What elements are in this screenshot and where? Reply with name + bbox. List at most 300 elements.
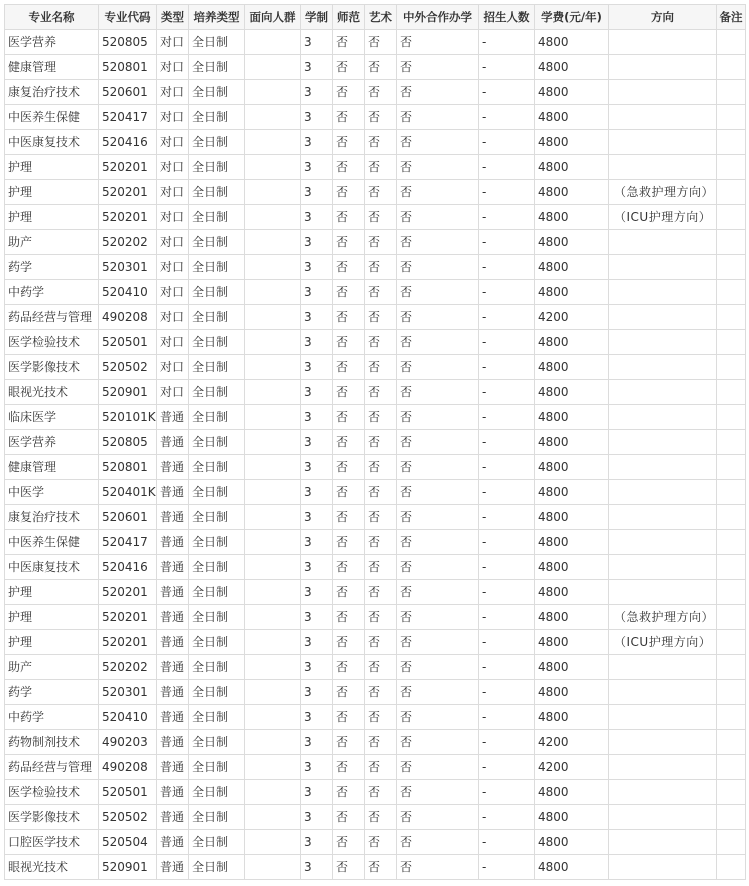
cell-normal: 否	[333, 630, 365, 655]
table-row	[5, 105, 746, 130]
header-col-remarks: 备注	[717, 5, 746, 30]
cell-joint-program: 否	[397, 155, 479, 180]
majors-table	[4, 4, 746, 880]
cell-major-code: 520301	[99, 255, 157, 280]
cell-joint-program: 否	[397, 305, 479, 330]
cell-joint-program: 否	[397, 705, 479, 730]
cell-major-name: 药品经营与管理	[5, 305, 99, 330]
cell-major-code: 520901	[99, 855, 157, 880]
cell-art: 否	[365, 280, 397, 305]
cell-art: 否	[365, 80, 397, 105]
table-row	[5, 580, 746, 605]
header-col-training-type: 培养类型	[189, 5, 245, 30]
table-header	[5, 5, 746, 30]
cell-remarks	[717, 180, 746, 205]
cell-tuition: 4800	[535, 530, 609, 555]
cell-enrollment: -	[479, 330, 535, 355]
cell-type: 对口	[157, 280, 189, 305]
cell-remarks	[717, 105, 746, 130]
table-row	[5, 230, 746, 255]
cell-direction	[609, 255, 717, 280]
cell-audience	[245, 205, 301, 230]
cell-major-code: 520801	[99, 55, 157, 80]
table-row	[5, 255, 746, 280]
cell-major-code: 520901	[99, 380, 157, 405]
cell-direction	[609, 780, 717, 805]
cell-remarks	[717, 255, 746, 280]
table-row	[5, 205, 746, 230]
cell-type: 普通	[157, 805, 189, 830]
header-col-joint-program: 中外合作办学	[397, 5, 479, 30]
cell-major-name: 临床医学	[5, 405, 99, 430]
cell-joint-program: 否	[397, 805, 479, 830]
cell-major-name: 中药学	[5, 705, 99, 730]
cell-tuition: 4800	[535, 780, 609, 805]
cell-duration: 3	[301, 805, 333, 830]
table-row	[5, 430, 746, 455]
cell-duration: 3	[301, 705, 333, 730]
cell-type: 对口	[157, 355, 189, 380]
cell-direction	[609, 405, 717, 430]
cell-direction: （急救护理方向）	[609, 180, 717, 205]
cell-major-code: 520501	[99, 780, 157, 805]
cell-training-type: 全日制	[189, 830, 245, 855]
table-row	[5, 305, 746, 330]
cell-training-type: 全日制	[189, 305, 245, 330]
cell-art: 否	[365, 730, 397, 755]
cell-joint-program: 否	[397, 55, 479, 80]
cell-duration: 3	[301, 755, 333, 780]
cell-major-name: 医学检验技术	[5, 780, 99, 805]
cell-major-name: 护理	[5, 630, 99, 655]
cell-major-code: 520601	[99, 80, 157, 105]
cell-direction	[609, 755, 717, 780]
cell-training-type: 全日制	[189, 655, 245, 680]
cell-major-name: 药学	[5, 680, 99, 705]
cell-duration: 3	[301, 605, 333, 630]
cell-audience	[245, 80, 301, 105]
cell-duration: 3	[301, 105, 333, 130]
cell-duration: 3	[301, 780, 333, 805]
cell-normal: 否	[333, 30, 365, 55]
cell-major-name: 药品经营与管理	[5, 755, 99, 780]
cell-major-name: 中医康复技术	[5, 130, 99, 155]
table-row	[5, 805, 746, 830]
cell-joint-program: 否	[397, 605, 479, 630]
cell-art: 否	[365, 455, 397, 480]
cell-audience	[245, 330, 301, 355]
cell-duration: 3	[301, 55, 333, 80]
cell-tuition: 4800	[535, 355, 609, 380]
cell-audience	[245, 430, 301, 455]
cell-enrollment: -	[479, 305, 535, 330]
cell-direction	[609, 130, 717, 155]
cell-normal: 否	[333, 755, 365, 780]
cell-joint-program: 否	[397, 780, 479, 805]
cell-art: 否	[365, 305, 397, 330]
cell-direction	[609, 155, 717, 180]
cell-major-code: 520202	[99, 655, 157, 680]
cell-remarks	[717, 730, 746, 755]
cell-tuition: 4800	[535, 155, 609, 180]
cell-audience	[245, 505, 301, 530]
cell-audience	[245, 830, 301, 855]
cell-enrollment: -	[479, 805, 535, 830]
table-row	[5, 555, 746, 580]
cell-tuition: 4200	[535, 730, 609, 755]
cell-duration: 3	[301, 130, 333, 155]
cell-training-type: 全日制	[189, 155, 245, 180]
cell-enrollment: -	[479, 830, 535, 855]
cell-remarks	[717, 580, 746, 605]
cell-tuition: 4800	[535, 480, 609, 505]
cell-type: 普通	[157, 555, 189, 580]
cell-audience	[245, 155, 301, 180]
cell-normal: 否	[333, 705, 365, 730]
cell-joint-program: 否	[397, 505, 479, 530]
cell-audience	[245, 105, 301, 130]
table-row	[5, 30, 746, 55]
cell-major-name: 中医养生保健	[5, 530, 99, 555]
cell-direction	[609, 730, 717, 755]
cell-enrollment: -	[479, 780, 535, 805]
cell-training-type: 全日制	[189, 405, 245, 430]
table-row	[5, 780, 746, 805]
cell-direction	[609, 830, 717, 855]
cell-remarks	[717, 755, 746, 780]
cell-training-type: 全日制	[189, 30, 245, 55]
cell-tuition: 4800	[535, 80, 609, 105]
cell-major-name: 医学营养	[5, 30, 99, 55]
cell-training-type: 全日制	[189, 255, 245, 280]
cell-art: 否	[365, 105, 397, 130]
cell-enrollment: -	[479, 80, 535, 105]
cell-tuition: 4800	[535, 455, 609, 480]
cell-major-name: 护理	[5, 155, 99, 180]
cell-tuition: 4800	[535, 705, 609, 730]
cell-duration: 3	[301, 230, 333, 255]
cell-direction	[609, 380, 717, 405]
cell-training-type: 全日制	[189, 430, 245, 455]
cell-audience	[245, 130, 301, 155]
table-row	[5, 680, 746, 705]
cell-art: 否	[365, 530, 397, 555]
cell-training-type: 全日制	[189, 780, 245, 805]
table-row	[5, 130, 746, 155]
cell-major-code: 520416	[99, 555, 157, 580]
cell-duration: 3	[301, 180, 333, 205]
cell-type: 对口	[157, 305, 189, 330]
cell-type: 普通	[157, 705, 189, 730]
cell-type: 普通	[157, 530, 189, 555]
cell-audience	[245, 705, 301, 730]
cell-major-code: 520417	[99, 105, 157, 130]
table-row	[5, 630, 746, 655]
cell-major-name: 药学	[5, 255, 99, 280]
cell-remarks	[717, 405, 746, 430]
cell-enrollment: -	[479, 180, 535, 205]
cell-tuition: 4800	[535, 855, 609, 880]
cell-direction	[609, 230, 717, 255]
cell-remarks	[717, 205, 746, 230]
cell-major-name: 康复治疗技术	[5, 80, 99, 105]
cell-major-code: 520805	[99, 430, 157, 455]
cell-major-code: 520301	[99, 680, 157, 705]
cell-art: 否	[365, 130, 397, 155]
cell-major-code: 520201	[99, 605, 157, 630]
cell-normal: 否	[333, 280, 365, 305]
cell-duration: 3	[301, 630, 333, 655]
cell-type: 对口	[157, 380, 189, 405]
table-row	[5, 480, 746, 505]
cell-enrollment: -	[479, 430, 535, 455]
cell-art: 否	[365, 155, 397, 180]
table-row	[5, 180, 746, 205]
cell-joint-program: 否	[397, 105, 479, 130]
cell-major-name: 口腔医学技术	[5, 830, 99, 855]
header-col-audience: 面向人群	[245, 5, 301, 30]
cell-type: 普通	[157, 630, 189, 655]
cell-audience	[245, 680, 301, 705]
cell-audience	[245, 230, 301, 255]
cell-joint-program: 否	[397, 830, 479, 855]
cell-major-code: 520504	[99, 830, 157, 855]
cell-major-name: 眼视光技术	[5, 855, 99, 880]
cell-training-type: 全日制	[189, 480, 245, 505]
cell-direction	[609, 480, 717, 505]
cell-type: 普通	[157, 480, 189, 505]
cell-major-code: 520401K	[99, 480, 157, 505]
cell-training-type: 全日制	[189, 605, 245, 630]
cell-enrollment: -	[479, 655, 535, 680]
cell-direction	[609, 705, 717, 730]
cell-duration: 3	[301, 80, 333, 105]
table-row	[5, 530, 746, 555]
cell-art: 否	[365, 655, 397, 680]
cell-type: 普通	[157, 830, 189, 855]
cell-audience	[245, 605, 301, 630]
cell-normal: 否	[333, 55, 365, 80]
cell-audience	[245, 255, 301, 280]
cell-major-code: 520410	[99, 280, 157, 305]
cell-audience	[245, 280, 301, 305]
cell-enrollment: -	[479, 380, 535, 405]
cell-major-name: 医学营养	[5, 430, 99, 455]
cell-type: 普通	[157, 655, 189, 680]
cell-normal: 否	[333, 105, 365, 130]
cell-major-name: 助产	[5, 655, 99, 680]
cell-joint-program: 否	[397, 180, 479, 205]
cell-major-code: 520502	[99, 805, 157, 830]
cell-type: 普通	[157, 680, 189, 705]
cell-major-code: 490208	[99, 755, 157, 780]
table-row	[5, 380, 746, 405]
cell-tuition: 4800	[535, 330, 609, 355]
cell-audience	[245, 355, 301, 380]
cell-type: 普通	[157, 580, 189, 605]
cell-major-code: 520201	[99, 155, 157, 180]
table-row	[5, 730, 746, 755]
cell-joint-program: 否	[397, 555, 479, 580]
cell-tuition: 4800	[535, 830, 609, 855]
cell-major-code: 520201	[99, 205, 157, 230]
cell-major-name: 护理	[5, 180, 99, 205]
cell-duration: 3	[301, 355, 333, 380]
table-row	[5, 155, 746, 180]
cell-duration: 3	[301, 505, 333, 530]
cell-audience	[245, 30, 301, 55]
cell-training-type: 全日制	[189, 555, 245, 580]
cell-joint-program: 否	[397, 230, 479, 255]
cell-type: 普通	[157, 780, 189, 805]
cell-major-code: 520416	[99, 130, 157, 155]
cell-type: 对口	[157, 330, 189, 355]
cell-duration: 3	[301, 680, 333, 705]
cell-joint-program: 否	[397, 80, 479, 105]
cell-enrollment: -	[479, 230, 535, 255]
cell-major-name: 医学影像技术	[5, 805, 99, 830]
cell-audience	[245, 180, 301, 205]
cell-direction	[609, 805, 717, 830]
cell-art: 否	[365, 255, 397, 280]
cell-remarks	[717, 605, 746, 630]
cell-major-code: 490208	[99, 305, 157, 330]
cell-enrollment: -	[479, 855, 535, 880]
table-row	[5, 455, 746, 480]
cell-major-code: 520410	[99, 705, 157, 730]
cell-remarks	[717, 505, 746, 530]
cell-direction	[609, 680, 717, 705]
cell-training-type: 全日制	[189, 730, 245, 755]
table-row	[5, 830, 746, 855]
cell-duration: 3	[301, 655, 333, 680]
cell-enrollment: -	[479, 130, 535, 155]
cell-enrollment: -	[479, 705, 535, 730]
cell-type: 对口	[157, 105, 189, 130]
cell-enrollment: -	[479, 205, 535, 230]
cell-remarks	[717, 830, 746, 855]
cell-direction	[609, 305, 717, 330]
cell-audience	[245, 755, 301, 780]
cell-audience	[245, 555, 301, 580]
cell-remarks	[717, 430, 746, 455]
cell-major-code: 520601	[99, 505, 157, 530]
cell-audience	[245, 55, 301, 80]
table-row	[5, 280, 746, 305]
cell-direction: （急救护理方向）	[609, 605, 717, 630]
cell-enrollment: -	[479, 755, 535, 780]
cell-tuition: 4200	[535, 305, 609, 330]
header-col-art: 艺术	[365, 5, 397, 30]
cell-major-name: 护理	[5, 580, 99, 605]
cell-tuition: 4800	[535, 180, 609, 205]
cell-joint-program: 否	[397, 255, 479, 280]
table-row	[5, 755, 746, 780]
cell-joint-program: 否	[397, 480, 479, 505]
cell-tuition: 4200	[535, 755, 609, 780]
cell-direction: （ICU护理方向）	[609, 630, 717, 655]
cell-training-type: 全日制	[189, 705, 245, 730]
cell-joint-program: 否	[397, 655, 479, 680]
cell-type: 普通	[157, 755, 189, 780]
cell-training-type: 全日制	[189, 505, 245, 530]
cell-major-name: 助产	[5, 230, 99, 255]
table-row	[5, 80, 746, 105]
cell-enrollment: -	[479, 355, 535, 380]
header-row	[5, 5, 746, 30]
cell-audience	[245, 780, 301, 805]
cell-type: 普通	[157, 455, 189, 480]
table-row	[5, 855, 746, 880]
table-row	[5, 705, 746, 730]
cell-enrollment: -	[479, 105, 535, 130]
cell-normal: 否	[333, 655, 365, 680]
cell-enrollment: -	[479, 405, 535, 430]
cell-joint-program: 否	[397, 530, 479, 555]
cell-major-name: 护理	[5, 605, 99, 630]
cell-normal: 否	[333, 455, 365, 480]
cell-major-code: 520417	[99, 530, 157, 555]
cell-remarks	[717, 130, 746, 155]
cell-art: 否	[365, 680, 397, 705]
cell-direction	[609, 580, 717, 605]
cell-enrollment: -	[479, 730, 535, 755]
cell-art: 否	[365, 780, 397, 805]
cell-tuition: 4800	[535, 655, 609, 680]
cell-remarks	[717, 555, 746, 580]
cell-direction	[609, 280, 717, 305]
cell-art: 否	[365, 505, 397, 530]
cell-direction	[609, 855, 717, 880]
cell-joint-program: 否	[397, 730, 479, 755]
cell-tuition: 4800	[535, 55, 609, 80]
cell-major-code: 520502	[99, 355, 157, 380]
header-col-type: 类型	[157, 5, 189, 30]
cell-normal: 否	[333, 230, 365, 255]
cell-normal: 否	[333, 330, 365, 355]
cell-major-code: 490203	[99, 730, 157, 755]
cell-training-type: 全日制	[189, 455, 245, 480]
cell-audience	[245, 530, 301, 555]
cell-type: 对口	[157, 80, 189, 105]
cell-normal: 否	[333, 130, 365, 155]
cell-direction	[609, 80, 717, 105]
cell-direction	[609, 430, 717, 455]
cell-major-name: 医学检验技术	[5, 330, 99, 355]
cell-normal: 否	[333, 80, 365, 105]
cell-duration: 3	[301, 280, 333, 305]
cell-major-code: 520201	[99, 630, 157, 655]
cell-training-type: 全日制	[189, 805, 245, 830]
cell-enrollment: -	[479, 555, 535, 580]
cell-normal: 否	[333, 580, 365, 605]
cell-type: 普通	[157, 855, 189, 880]
cell-type: 普通	[157, 505, 189, 530]
cell-training-type: 全日制	[189, 80, 245, 105]
cell-tuition: 4800	[535, 130, 609, 155]
table-row	[5, 330, 746, 355]
cell-tuition: 4800	[535, 605, 609, 630]
header-col-major-code: 专业代码	[99, 5, 157, 30]
cell-training-type: 全日制	[189, 755, 245, 780]
cell-enrollment: -	[479, 630, 535, 655]
cell-direction: （ICU护理方向）	[609, 205, 717, 230]
cell-remarks	[717, 455, 746, 480]
cell-normal: 否	[333, 380, 365, 405]
cell-audience	[245, 805, 301, 830]
cell-normal: 否	[333, 830, 365, 855]
cell-tuition: 4800	[535, 580, 609, 605]
